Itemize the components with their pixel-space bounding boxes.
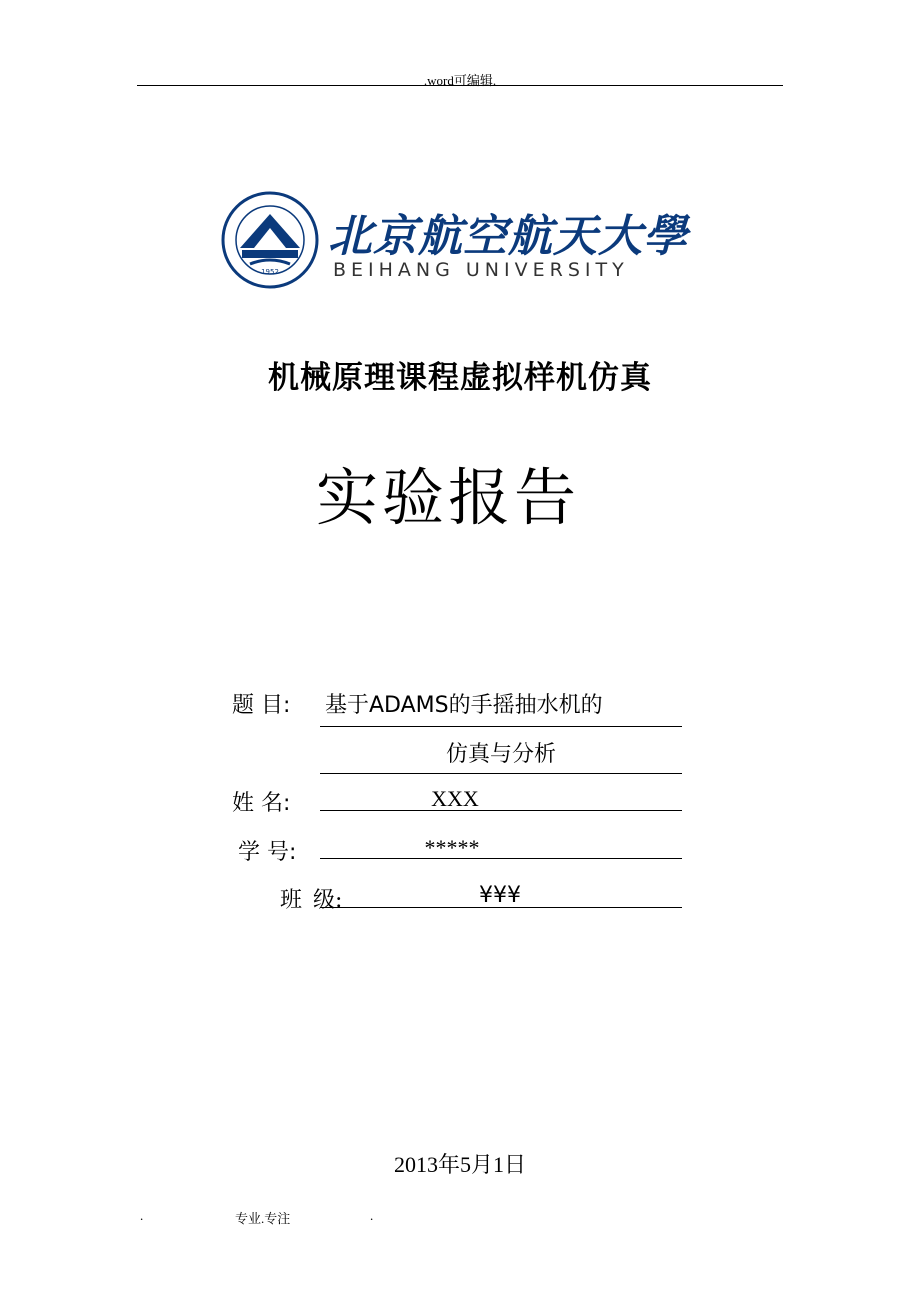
topic-value-line1: 基于ADAMS的手摇抽水机的 <box>325 693 603 718</box>
report-date: 2013年5月1日 <box>393 1152 526 1177</box>
course-title: 机械原理课程虚拟样机仿真 <box>268 360 652 396</box>
university-logo <box>220 188 700 298</box>
topic-label: 题 目: <box>232 693 291 718</box>
footer-right-dot: . <box>370 1208 374 1223</box>
class-label-prefix: 班 <box>280 888 303 913</box>
name-underline <box>320 810 682 811</box>
footer-left-dot: . <box>140 1208 144 1223</box>
university-name-chinese: 北京航空航天大學 <box>328 211 688 262</box>
report-title: 实验报告 <box>316 461 581 534</box>
student-id-value: ***** <box>424 835 480 860</box>
footer-center-text: 专业.专注 <box>235 1211 291 1226</box>
topic-underline-1 <box>320 726 682 727</box>
student-id-label: 学 号: <box>238 840 297 865</box>
header-divider <box>137 85 783 86</box>
emblem-year: 1952 <box>261 268 279 276</box>
topic-underline-2 <box>320 773 682 774</box>
class-label-suffix: 级: <box>313 888 343 913</box>
class-underline <box>320 907 682 908</box>
topic-value-line2: 仿真与分析 <box>445 742 556 767</box>
university-name-english: BEIHANG UNIVERSITY <box>333 259 629 281</box>
name-label: 姓 名: <box>232 791 291 816</box>
university-emblem-icon <box>220 190 320 290</box>
class-value: ¥¥¥ <box>479 883 521 908</box>
name-value: XXX <box>431 786 479 811</box>
student-id-underline <box>320 858 682 859</box>
header-text: .word可编辑. <box>423 73 497 88</box>
